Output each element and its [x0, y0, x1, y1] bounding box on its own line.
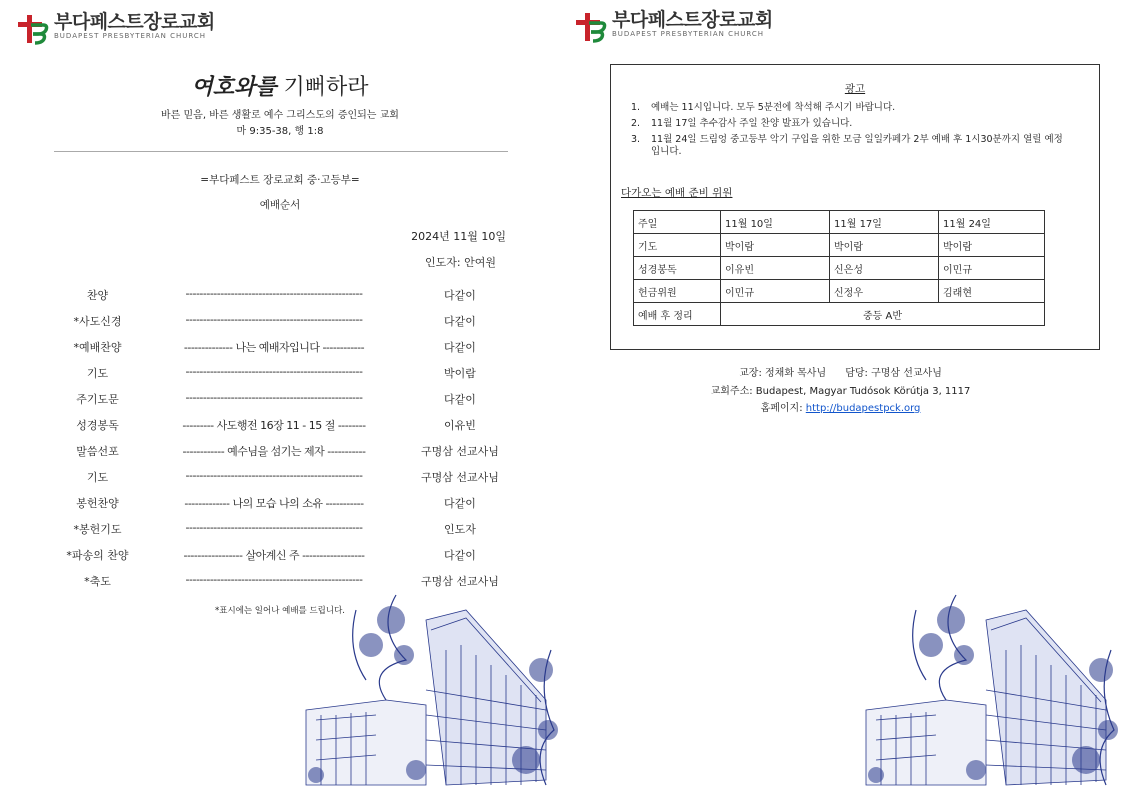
homepage-label: 홈페이지:: [760, 403, 806, 414]
order-detail: ---------------------------------------------------: [185, 287, 363, 300]
order-row: [0, 547, 560, 567]
order-row: [0, 313, 560, 333]
church-logo: [574, 10, 773, 44]
order-person: 구명삼 선교사님: [421, 445, 499, 458]
table-row: [634, 234, 1045, 257]
order-row: [0, 495, 560, 515]
homepage-line: [560, 399, 1121, 414]
department-title: =부다페스트 장로교회 중·고등부=: [200, 174, 360, 186]
table-cell: 이민규: [939, 257, 1045, 280]
order-row: [0, 469, 560, 489]
order-detail: --------- 사도행전 16장 11 - 15 절 --------: [182, 419, 366, 432]
order-item: *파송의 찬양: [66, 549, 129, 562]
table-cell: 이민규: [721, 280, 830, 303]
order-person: 다같이: [444, 497, 476, 510]
prep-committee-title: 다가오는 예배 준비 위원: [621, 187, 733, 199]
order-item: 기도: [86, 367, 109, 380]
order-item: 말씀선포: [76, 445, 119, 458]
church-logo: [16, 12, 215, 46]
cross-logo-icon: [16, 12, 50, 46]
bulletin-right-page: [560, 0, 1121, 792]
table-cell: 11월 10일: [721, 211, 830, 234]
prep-committee-table: [633, 210, 1045, 326]
notice-item: [631, 118, 1071, 130]
order-person: 다같이: [444, 289, 476, 302]
notice-box: [610, 64, 1100, 350]
order-item: *예배찬양: [73, 341, 122, 354]
order-person: 구명삼 선교사님: [421, 575, 499, 588]
table-cell: 11월 17일: [830, 211, 939, 234]
theme-heading: [100, 70, 460, 101]
order-item: 찬양: [86, 289, 109, 302]
logo-korean-name: 부다페스트장로교회: [612, 9, 773, 31]
notice-item: [631, 134, 1071, 158]
table-cell: 신정우: [830, 280, 939, 303]
table-row: [634, 257, 1045, 280]
theme-emphasis: 여호와를: [191, 75, 277, 100]
order-of-worship-title: 예배순서: [259, 199, 301, 211]
order-row: [0, 417, 560, 437]
standing-note: *표시에는 일어나 예배를 드립니다.: [214, 606, 345, 616]
table-cell: 11월 24일: [939, 211, 1045, 234]
logo-english-name: BUDAPEST PRESBYTERIAN CHURCH: [54, 32, 207, 40]
notice-number: 2.: [631, 118, 641, 129]
notice-text: 11월 17일 추수감사 주일 찬양 발표가 있습니다.: [651, 118, 853, 129]
order-row: [0, 339, 560, 359]
table-cell: 중등 A반: [721, 303, 1045, 326]
order-person: 다같이: [444, 315, 476, 328]
table-cell: 성경봉독: [634, 257, 721, 280]
table-cell: 박이람: [830, 234, 939, 257]
table-cell: 이유빈: [721, 257, 830, 280]
order-detail: ---------------------------------------------------: [185, 521, 363, 534]
order-row: [0, 287, 560, 307]
order-person: 다같이: [444, 549, 476, 562]
order-person: 이유빈: [444, 419, 476, 432]
order-detail: ------------ 예수님을 섬기는 제자 -----------: [182, 445, 366, 458]
motto-verse: 마 9:35-38, 행 1:8: [236, 126, 324, 137]
notice-list: [631, 102, 1071, 162]
table-cell: 주일: [634, 211, 721, 234]
table-cell: 예배 후 정리: [634, 303, 721, 326]
order-detail: ---------------------------------------------------: [185, 573, 363, 586]
theme-rest: 기뻐하라: [276, 75, 369, 100]
order-item: 봉헌찬양: [76, 497, 119, 510]
order-row: [0, 521, 560, 541]
order-item: *축도: [84, 575, 111, 588]
table-header-row: [634, 211, 1045, 234]
notice-item: [631, 102, 1071, 114]
order-detail: ---------------------------------------------------: [185, 313, 363, 326]
table-cell: 박이람: [939, 234, 1045, 257]
order-row: [0, 443, 560, 463]
cross-logo-icon: [574, 10, 608, 44]
notice-number: 1.: [631, 102, 641, 113]
order-row: [0, 391, 560, 411]
order-detail: ---------------------------------------------------: [185, 391, 363, 404]
table-cell: 박이람: [721, 234, 830, 257]
bulletin-left-page: [0, 0, 560, 792]
order-person: 인도자: [444, 523, 476, 536]
order-person: 박이람: [444, 367, 476, 380]
order-item: 성경봉독: [76, 419, 119, 432]
divider: [54, 151, 508, 152]
table-row: [634, 303, 1045, 326]
notice-text: 예배는 11시입니다. 모두 5분전에 착석해 주시기 바랍니다.: [651, 102, 896, 113]
order-detail: ----------------- 살아계신 주 ------------------: [183, 549, 365, 562]
logo-english-name: BUDAPEST PRESBYTERIAN CHURCH: [612, 30, 765, 38]
order-detail: ---------------------------------------------------: [185, 469, 363, 482]
notice-title: 광고: [844, 83, 866, 95]
notice-text: 11월 24일 드림엉 중고등부 악기 구입을 위한 모금 일일카페가 2부 예배 후 1시30분까지 열릴 예정입니다.: [651, 134, 1063, 157]
order-item: 주기도문: [76, 393, 119, 406]
staff-line: 교장: 정채화 목사님 담당: 구명삼 선교사님: [739, 368, 942, 379]
church-building-sketch: [296, 590, 558, 790]
address-line: 교회주소: Budapest, Magyar Tudósok Körútja 3, 1117: [710, 386, 971, 397]
order-item: *사도신경: [73, 315, 122, 328]
service-date: 2024년 11월 10일: [411, 230, 506, 243]
church-building-sketch: [856, 590, 1118, 790]
service-leader: 인도자: 안여원: [425, 256, 496, 269]
order-person: 다같이: [444, 393, 476, 406]
homepage-link[interactable]: http://budapestpck.org: [805, 403, 921, 414]
table-row: [634, 280, 1045, 303]
table-cell: 김래현: [939, 280, 1045, 303]
table-cell: 기도: [634, 234, 721, 257]
church-motto: 바른 믿음, 바른 생활로 예수 그리스도의 증인되는 교회: [161, 110, 399, 121]
order-person: 구명삼 선교사님: [421, 471, 499, 484]
order-item: 기도: [86, 471, 109, 484]
order-detail: -------------- 나는 예배자입니다 ------------: [183, 341, 365, 354]
order-row: [0, 365, 560, 385]
table-cell: 헌금위원: [634, 280, 721, 303]
order-person: 다같이: [444, 341, 476, 354]
order-item: *봉헌기도: [73, 523, 122, 536]
notice-number: 3.: [631, 134, 641, 145]
order-detail: ---------------------------------------------------: [185, 365, 363, 378]
order-detail: ------------- 나의 모습 나의 소유 -----------: [184, 497, 364, 510]
logo-korean-name: 부다페스트장로교회: [54, 11, 215, 33]
table-cell: 신은성: [830, 257, 939, 280]
